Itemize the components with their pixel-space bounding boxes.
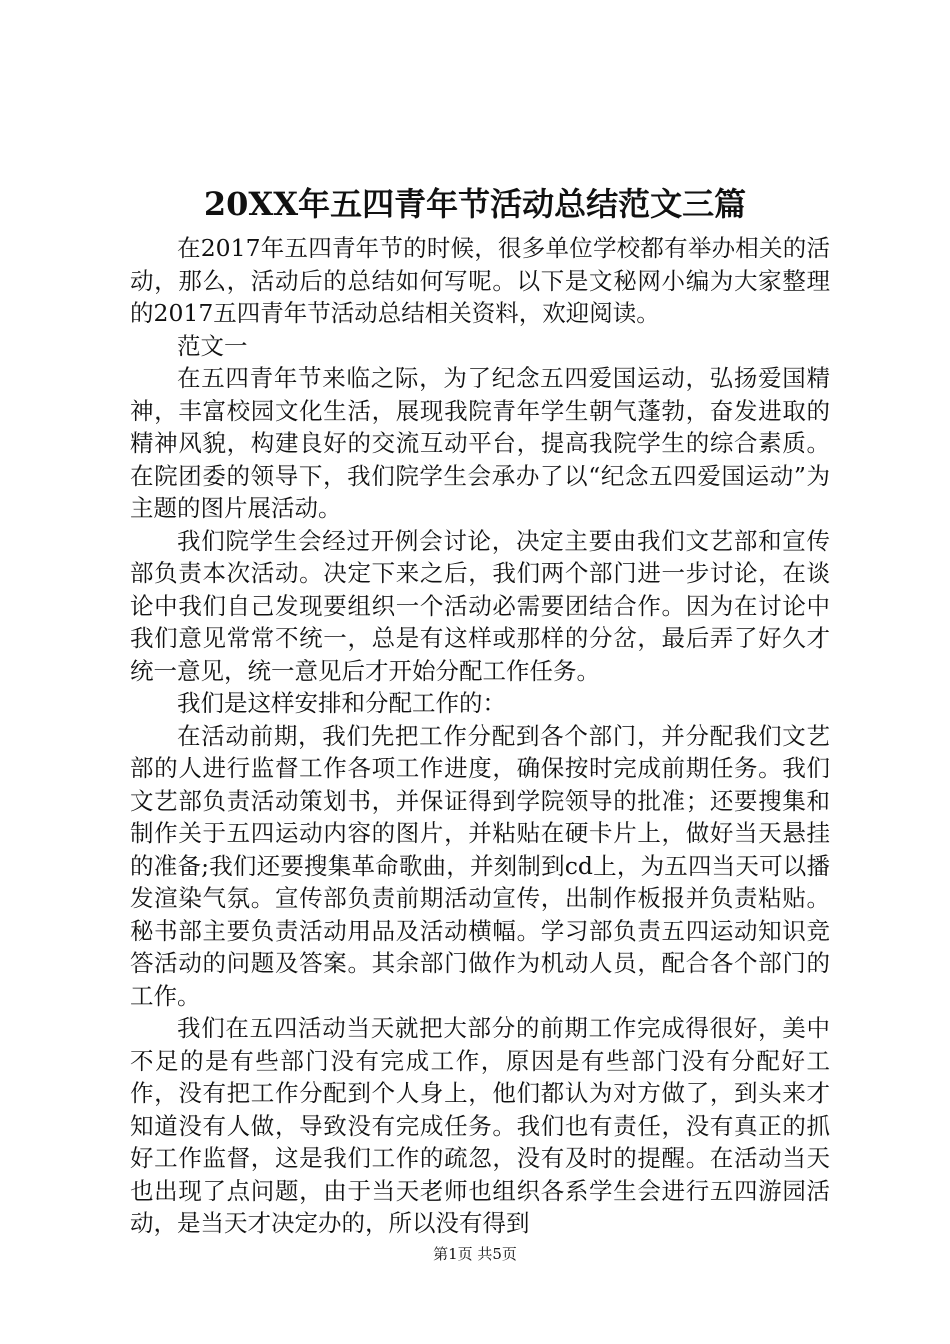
paragraph-4: 在活动前期，我们先把工作分配到各个部门，并分配我们文艺部的人进行监督工作各项工作进度，确保按时完成前期任务。我们文艺部负责活动策划书，并保证得到学院领导的批准；还要搜集和制作关于五四运动内容的图片，并粘贴在硬卡片上，做好当天悬挂的准备;我们还要搜集革命歌曲，并刻制到cd上，为五四当天可以播发渲染气氛。宣传部负责前期活动宣传，出制作板报并负责粘贴。秘书部主要负责活动用品及活动横幅。学习部负责五四运动知识竞答活动的问题及答案。其余部门做作为机动人员，配合各个部门的工作。 (130, 721, 830, 1010)
page-footer: 第1页 共5页 (433, 1245, 517, 1263)
document-body (130, 232, 830, 1240)
paragraph-section-heading: 范文一 (177, 331, 248, 360)
paragraph-intro: 在2017年五四青年节的时候，很多单位学校都有举办相关的活动，那么，活动后的总结如何写呢。以下是文秘网小编为大家整理的2017五四青年节活动总结相关资料，欢迎阅读。 (130, 234, 830, 327)
paragraph-1: 在五四青年节来临之际，为了纪念五四爱国运动，弘扬爱国精神，丰富校园文化生活，展现我院青年学生朝气蓬勃，奋发进取的精神风貌，构建良好的交流互动平台，提高我院学生的综合素质。在院团委的领导下，我们院学生会承办了以“纪念五四爱国运动”为主题的图片展活动。 (130, 364, 830, 522)
paragraph-3: 我们是这样安排和分配工作的： (177, 689, 506, 717)
paragraph-5: 我们在五四活动当天就把大部分的前期工作完成得很好，美中不足的是有些部门没有完成工作，原因是有些部门没有分配好工作，没有把工作分配到个人身上，他们都认为对方做了，到头来才知道没有人做，导致没有完成任务。我们也有责任，没有真正的抓好工作监督，这是我们工作的疏忽，没有及时的提醒。在活动当天也出现了点问题，由于当天老师也组织各系学生会进行五四游园活动，是当天才决定办的，所以没有得到 (130, 1014, 830, 1237)
page-title: 20XX年五四青年节活动总结范文三篇 (203, 185, 747, 223)
paragraph-2: 我们院学生会经过开例会讨论，决定主要由我们文艺部和宣传部负责本次活动。决定下来之后，我们两个部门进一步讨论，在谈论中我们自己发现要组织一个活动必需要团结合作。因为在讨论中我们意见常常不统一，总是有这样或那样的分岔，最后弄了好久才统一意见，统一意见后才开始分配工作任务。 (130, 526, 830, 685)
